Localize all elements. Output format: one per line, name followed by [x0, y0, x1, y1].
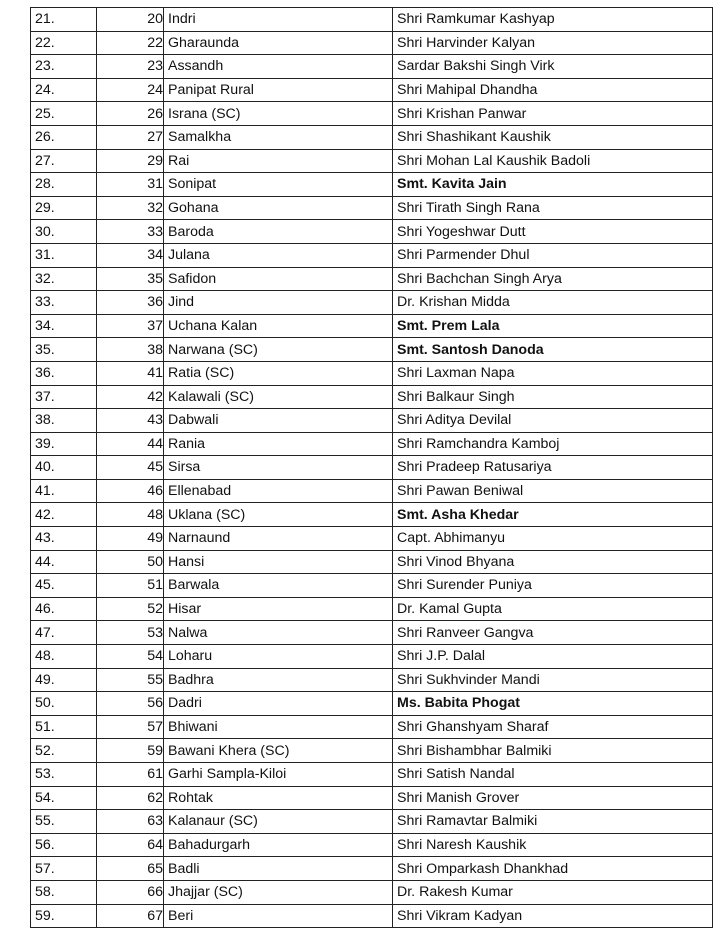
table-row — [31, 739, 713, 763]
table-row — [31, 314, 713, 338]
candidate-name-cell: Shri Parmender Dhul — [393, 243, 713, 267]
constituency-name-cell: Rai — [164, 149, 393, 173]
serial-number-cell: 35. — [31, 338, 97, 362]
constituency-number-cell: 50 — [97, 550, 164, 574]
constituency-name-cell: Sirsa — [164, 456, 393, 480]
constituency-number-cell: 32 — [97, 196, 164, 220]
constituency-name-cell: Israna (SC) — [164, 102, 393, 126]
constituency-name-cell: Dadri — [164, 692, 393, 716]
table-row — [31, 668, 713, 692]
constituency-name-cell: Bhiwani — [164, 715, 393, 739]
candidate-name-cell: Shri Vinod Bhyana — [393, 550, 713, 574]
serial-number-cell: 22. — [31, 31, 97, 55]
serial-number-cell: 39. — [31, 432, 97, 456]
constituency-number-cell: 43 — [97, 409, 164, 433]
constituency-name-cell: Hansi — [164, 550, 393, 574]
constituency-number-cell: 26 — [97, 102, 164, 126]
constituency-name-cell: Sonipat — [164, 173, 393, 197]
candidate-name-cell: Shri Ramchandra Kamboj — [393, 432, 713, 456]
constituency-number-cell: 29 — [97, 149, 164, 173]
constituency-number-cell: 64 — [97, 833, 164, 857]
constituency-number-cell: 37 — [97, 314, 164, 338]
table-row — [31, 196, 713, 220]
candidate-name-cell: Shri Bishambhar Balmiki — [393, 739, 713, 763]
constituency-name-cell: Julana — [164, 243, 393, 267]
serial-number-cell: 47. — [31, 621, 97, 645]
constituency-name-cell: Uchana Kalan — [164, 314, 393, 338]
constituency-number-cell: 49 — [97, 527, 164, 551]
constituency-name-cell: Samalkha — [164, 125, 393, 149]
constituency-number-cell: 56 — [97, 692, 164, 716]
serial-number-cell: 46. — [31, 597, 97, 621]
constituency-number-cell: 36 — [97, 291, 164, 315]
table-row — [31, 361, 713, 385]
constituency-name-cell: Gohana — [164, 196, 393, 220]
constituency-name-cell: Badhra — [164, 668, 393, 692]
table-row — [31, 173, 713, 197]
candidate-name-cell: Shri Pawan Beniwal — [393, 479, 713, 503]
candidate-name-cell: Smt. Santosh Danoda — [393, 338, 713, 362]
constituency-number-cell: 45 — [97, 456, 164, 480]
serial-number-cell: 50. — [31, 692, 97, 716]
serial-number-cell: 55. — [31, 810, 97, 834]
table-row — [31, 55, 713, 79]
candidate-name-cell: Dr. Krishan Midda — [393, 291, 713, 315]
constituency-name-cell: Narnaund — [164, 527, 393, 551]
constituency-number-cell: 55 — [97, 668, 164, 692]
serial-number-cell: 41. — [31, 479, 97, 503]
serial-number-cell: 25. — [31, 102, 97, 126]
candidate-name-cell: Shri Surender Puniya — [393, 574, 713, 598]
serial-number-cell: 33. — [31, 291, 97, 315]
table-row — [31, 833, 713, 857]
constituency-name-cell: Loharu — [164, 645, 393, 669]
table-row — [31, 597, 713, 621]
constituency-name-cell: Safidon — [164, 267, 393, 291]
table-row — [31, 786, 713, 810]
table-row — [31, 291, 713, 315]
table-row — [31, 621, 713, 645]
constituency-number-cell: 52 — [97, 597, 164, 621]
table-row — [31, 432, 713, 456]
candidate-name-cell: Shri Laxman Napa — [393, 361, 713, 385]
table-row — [31, 149, 713, 173]
candidate-name-cell: Shri Krishan Panwar — [393, 102, 713, 126]
candidate-name-cell: Sardar Bakshi Singh Virk — [393, 55, 713, 79]
constituency-name-cell: Jind — [164, 291, 393, 315]
constituency-name-cell: Jhajjar (SC) — [164, 880, 393, 904]
constituency-name-cell: Dabwali — [164, 409, 393, 433]
serial-number-cell: 43. — [31, 527, 97, 551]
candidate-name-cell: Shri Naresh Kaushik — [393, 833, 713, 857]
constituency-number-cell: 42 — [97, 385, 164, 409]
candidate-name-cell: Shri Pradeep Ratusariya — [393, 456, 713, 480]
constituency-name-cell: Badli — [164, 857, 393, 881]
constituency-number-cell: 57 — [97, 715, 164, 739]
table-row — [31, 267, 713, 291]
serial-number-cell: 59. — [31, 904, 97, 928]
serial-number-cell: 28. — [31, 173, 97, 197]
constituency-number-cell: 66 — [97, 880, 164, 904]
serial-number-cell: 54. — [31, 786, 97, 810]
constituency-number-cell: 38 — [97, 338, 164, 362]
candidate-name-cell: Shri Bachchan Singh Arya — [393, 267, 713, 291]
constituency-number-cell: 22 — [97, 31, 164, 55]
table-row — [31, 692, 713, 716]
table-row — [31, 503, 713, 527]
table-row — [31, 763, 713, 787]
constituency-name-cell: Garhi Sampla-Kiloi — [164, 763, 393, 787]
table-row — [31, 409, 713, 433]
candidate-list-table — [30, 7, 713, 928]
serial-number-cell: 27. — [31, 149, 97, 173]
serial-number-cell: 57. — [31, 857, 97, 881]
serial-number-cell: 58. — [31, 880, 97, 904]
constituency-name-cell: Assandh — [164, 55, 393, 79]
table-row — [31, 78, 713, 102]
candidate-name-cell: Shri Ramavtar Balmiki — [393, 810, 713, 834]
constituency-number-cell: 24 — [97, 78, 164, 102]
constituency-number-cell: 35 — [97, 267, 164, 291]
serial-number-cell: 53. — [31, 763, 97, 787]
constituency-number-cell: 31 — [97, 173, 164, 197]
candidate-name-cell: Shri Balkaur Singh — [393, 385, 713, 409]
candidate-name-cell: Shri Omparkash Dhankhad — [393, 857, 713, 881]
serial-number-cell: 56. — [31, 833, 97, 857]
candidate-name-cell: Shri Mahipal Dhandha — [393, 78, 713, 102]
table-row — [31, 527, 713, 551]
serial-number-cell: 51. — [31, 715, 97, 739]
constituency-number-cell: 20 — [97, 8, 164, 32]
serial-number-cell: 32. — [31, 267, 97, 291]
table-row — [31, 31, 713, 55]
table-row — [31, 125, 713, 149]
candidate-name-cell: Shri Yogeshwar Dutt — [393, 220, 713, 244]
serial-number-cell: 24. — [31, 78, 97, 102]
candidate-name-cell: Smt. Prem Lala — [393, 314, 713, 338]
candidate-name-cell: Dr. Kamal Gupta — [393, 597, 713, 621]
serial-number-cell: 30. — [31, 220, 97, 244]
candidate-name-cell: Ms. Babita Phogat — [393, 692, 713, 716]
constituency-name-cell: Ratia (SC) — [164, 361, 393, 385]
serial-number-cell: 44. — [31, 550, 97, 574]
constituency-number-cell: 54 — [97, 645, 164, 669]
constituency-name-cell: Rania — [164, 432, 393, 456]
serial-number-cell: 52. — [31, 739, 97, 763]
table-row — [31, 810, 713, 834]
constituency-number-cell: 63 — [97, 810, 164, 834]
constituency-name-cell: Gharaunda — [164, 31, 393, 55]
constituency-name-cell: Hisar — [164, 597, 393, 621]
serial-number-cell: 21. — [31, 8, 97, 32]
candidate-name-cell: Dr. Rakesh Kumar — [393, 880, 713, 904]
serial-number-cell: 23. — [31, 55, 97, 79]
candidate-name-cell: Shri Aditya Devilal — [393, 409, 713, 433]
candidate-name-cell: Shri Satish Nandal — [393, 763, 713, 787]
constituency-number-cell: 62 — [97, 786, 164, 810]
table-row — [31, 550, 713, 574]
candidate-name-cell: Shri Sukhvinder Mandi — [393, 668, 713, 692]
candidate-name-cell: Shri Harvinder Kalyan — [393, 31, 713, 55]
candidate-list-body — [31, 8, 713, 928]
table-row — [31, 102, 713, 126]
serial-number-cell: 45. — [31, 574, 97, 598]
table-row — [31, 880, 713, 904]
constituency-number-cell: 41 — [97, 361, 164, 385]
constituency-number-cell: 61 — [97, 763, 164, 787]
table-row — [31, 385, 713, 409]
constituency-number-cell: 44 — [97, 432, 164, 456]
table-row — [31, 715, 713, 739]
serial-number-cell: 49. — [31, 668, 97, 692]
constituency-name-cell: Ellenabad — [164, 479, 393, 503]
candidate-name-cell: Shri Mohan Lal Kaushik Badoli — [393, 149, 713, 173]
serial-number-cell: 48. — [31, 645, 97, 669]
table-row — [31, 456, 713, 480]
constituency-name-cell: Uklana (SC) — [164, 503, 393, 527]
candidate-name-cell: Shri Manish Grover — [393, 786, 713, 810]
constituency-name-cell: Rohtak — [164, 786, 393, 810]
constituency-number-cell: 59 — [97, 739, 164, 763]
table-row — [31, 220, 713, 244]
constituency-number-cell: 34 — [97, 243, 164, 267]
constituency-number-cell: 51 — [97, 574, 164, 598]
serial-number-cell: 31. — [31, 243, 97, 267]
constituency-name-cell: Panipat Rural — [164, 78, 393, 102]
candidate-name-cell: Shri Ghanshyam Sharaf — [393, 715, 713, 739]
candidate-name-cell: Capt. Abhimanyu — [393, 527, 713, 551]
table-row — [31, 338, 713, 362]
serial-number-cell: 36. — [31, 361, 97, 385]
constituency-name-cell: Bahadurgarh — [164, 833, 393, 857]
constituency-number-cell: 23 — [97, 55, 164, 79]
table-row — [31, 904, 713, 928]
serial-number-cell: 37. — [31, 385, 97, 409]
table-row — [31, 479, 713, 503]
serial-number-cell: 26. — [31, 125, 97, 149]
serial-number-cell: 34. — [31, 314, 97, 338]
table-row — [31, 574, 713, 598]
constituency-name-cell: Barwala — [164, 574, 393, 598]
table-row — [31, 857, 713, 881]
constituency-number-cell: 53 — [97, 621, 164, 645]
constituency-name-cell: Kalanaur (SC) — [164, 810, 393, 834]
serial-number-cell: 38. — [31, 409, 97, 433]
candidate-name-cell: Shri Ranveer Gangva — [393, 621, 713, 645]
constituency-name-cell: Baroda — [164, 220, 393, 244]
candidate-name-cell: Smt. Asha Khedar — [393, 503, 713, 527]
constituency-number-cell: 46 — [97, 479, 164, 503]
serial-number-cell: 42. — [31, 503, 97, 527]
serial-number-cell: 40. — [31, 456, 97, 480]
candidate-name-cell: Shri J.P. Dalal — [393, 645, 713, 669]
constituency-number-cell: 33 — [97, 220, 164, 244]
candidate-name-cell: Shri Shashikant Kaushik — [393, 125, 713, 149]
table-row — [31, 8, 713, 32]
constituency-name-cell: Narwana (SC) — [164, 338, 393, 362]
constituency-name-cell: Bawani Khera (SC) — [164, 739, 393, 763]
constituency-name-cell: Beri — [164, 904, 393, 928]
table-row — [31, 243, 713, 267]
candidate-name-cell: Smt. Kavita Jain — [393, 173, 713, 197]
constituency-number-cell: 48 — [97, 503, 164, 527]
constituency-name-cell: Kalawali (SC) — [164, 385, 393, 409]
table-row — [31, 645, 713, 669]
candidate-name-cell: Shri Ramkumar Kashyap — [393, 8, 713, 32]
constituency-name-cell: Indri — [164, 8, 393, 32]
candidate-name-cell: Shri Tirath Singh Rana — [393, 196, 713, 220]
constituency-number-cell: 27 — [97, 125, 164, 149]
serial-number-cell: 29. — [31, 196, 97, 220]
constituency-number-cell: 67 — [97, 904, 164, 928]
candidate-name-cell: Shri Vikram Kadyan — [393, 904, 713, 928]
constituency-number-cell: 65 — [97, 857, 164, 881]
constituency-name-cell: Nalwa — [164, 621, 393, 645]
